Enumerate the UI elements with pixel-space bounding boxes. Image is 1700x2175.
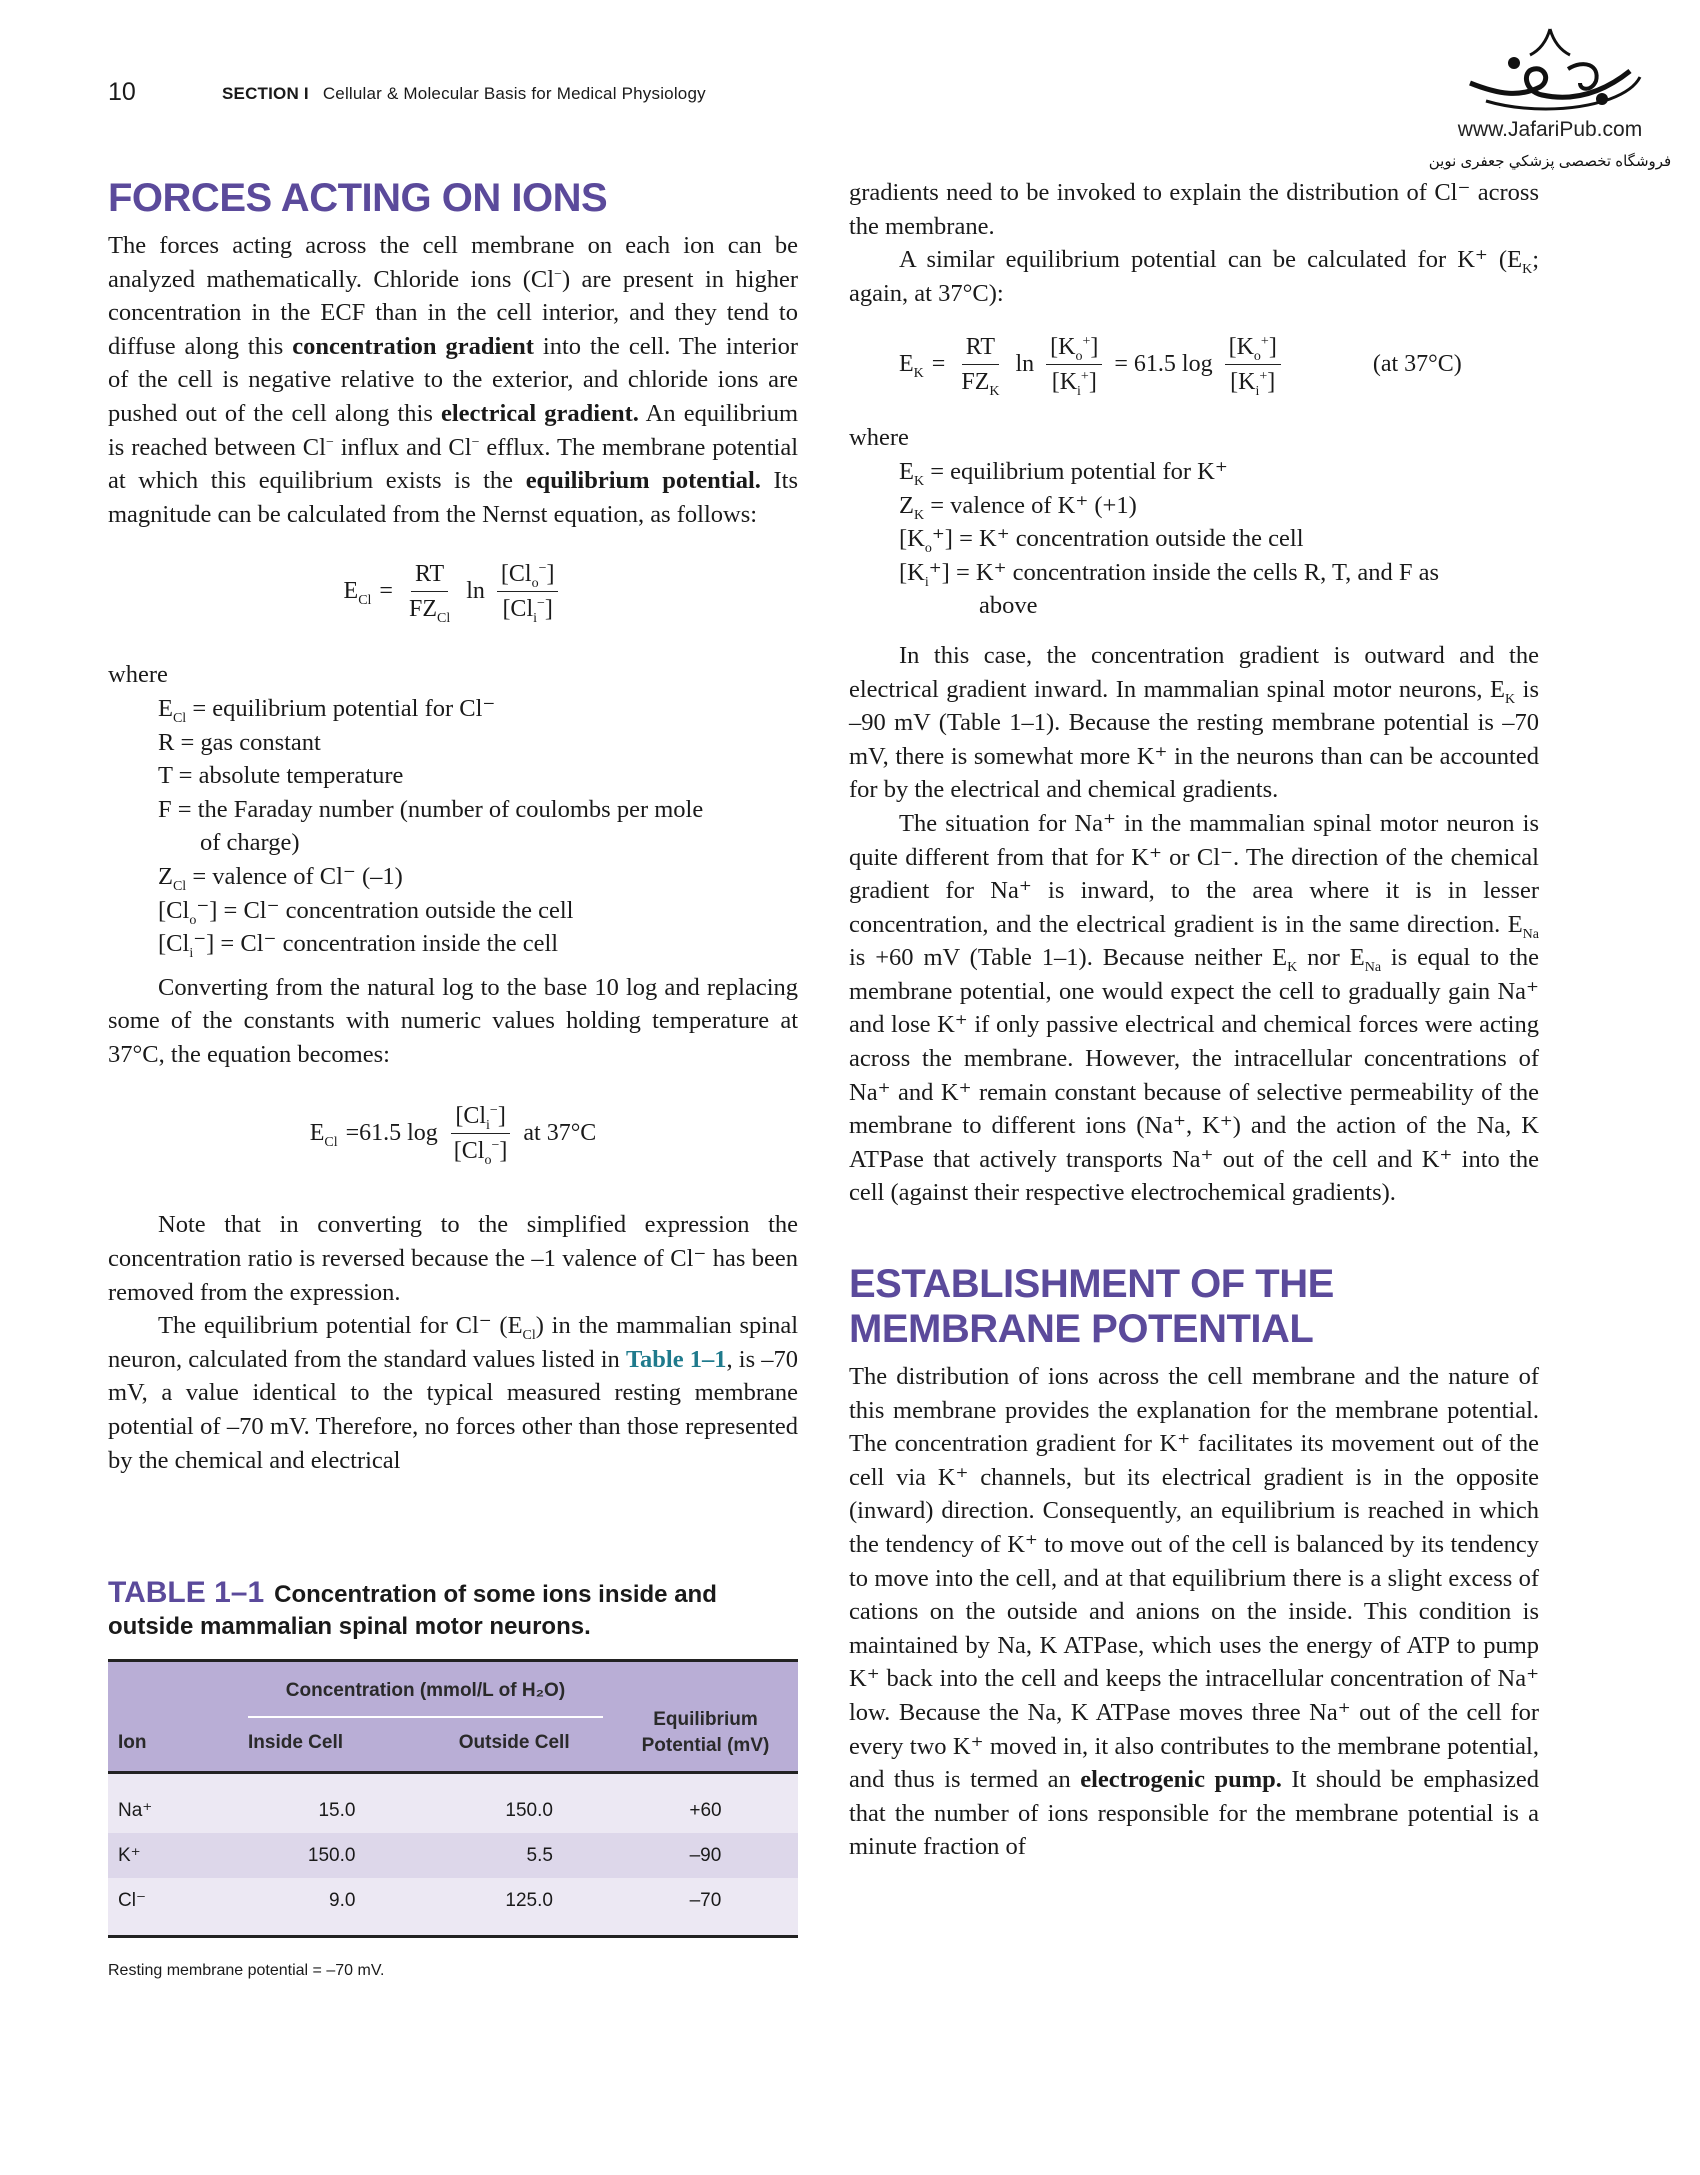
simplified-equation-cl: $E_{Cl}$ =61.5 log $\frac{[Cl_i^-]}{[Cl_o^-]}$ at 37°C xyxy=(309,1103,597,1169)
heading-establishment-membrane-potential: ESTABLISHMENT OF THE MEMBRANE POTENTIAL xyxy=(849,1262,1334,1352)
section-label xyxy=(222,84,706,104)
table-row xyxy=(108,1788,798,1833)
col-group-concentration: Concentration (mmol/L of H₂O) xyxy=(238,1661,613,1720)
definition-item: of charge) xyxy=(200,829,300,857)
paragraph-establishment: The distribution of ions across the cell membrane and the nature of this membrane provides the explanation for the membrane potential. The concentration gradient for K⁺ facilitates its movement out of the cell via K⁺ channels, but its electrical gradient is in the opposite (inward) direction. Consequently, an equilibrium is reached in which the tendency of K⁺ to move out of the cell is balanced by its tendency to move into the cell, and at that equilibrium there is a slight excess of cations on the outside and anions on the inside. This condition is maintained by Na, K ATPase, which uses the energy of ATP to pump K⁺ back into the cell and keeps the intracellular concentration of Na⁺ low. Because the Na, K ATPase moves three Na⁺ out of the cell for every two K⁺ moved in, it also contributes to the membrane potential, and thus is termed an electrogenic pump. It should be emphasized that the number of ions responsible for the membrane potential is a minute fraction of xyxy=(849,1363,1539,1861)
table-1-1-link[interactable]: Table 1–1 xyxy=(625,1345,727,1373)
paragraph-intro: The forces acting across the cell membrane on each ion can be analyzed mathematically. Chloride ions (Cl−) are present in higher concentration in the ECF than in the cell interior, and they tend to diffuse along this concentration gradient into the cell. The interior of the cell is negative relative to the exterior, and chloride ions are pushed out of the cell along this electrical gradient. An equilibrium is reached between Cl− influx and Cl− efflux. The membrane potential at which this equilibrium exists is the equilibrium potential. Its magnitude can be calculated from the Nernst equation, as follows: xyxy=(108,232,799,528)
table-title xyxy=(108,1577,798,1643)
definition-item: $E_K$ = equilibrium potential for K⁺ xyxy=(899,457,1228,489)
section-title: Cellular & Molecular Basis for Medical Physiology xyxy=(322,84,706,103)
cell-inside: 15.0 xyxy=(318,1800,356,1822)
definitions-list-cl xyxy=(108,692,798,961)
cell-potential: –70 xyxy=(689,1890,722,1912)
where-label: where xyxy=(849,424,909,452)
paragraph-note: Note that in converting to the simplified expression the concentration ratio is reversed because the –1 valence of Cl⁻ has been removed from the expression. xyxy=(108,1211,798,1306)
section-number: SECTION I xyxy=(222,84,309,103)
paragraph-na-situation: The situation for Na⁺ in the mammalian spinal motor neuron is quite different from that for K⁺ or Cl⁻. The direction of the chemical gradient for Na⁺ is inward, to the area where it is in lesser concentration, and the electrical gradient is in the same direction. $E_{Na}$ is +60 mV (Table 1–1). Because neither $E_K$ nor $E_{Na}$ is equal to the membrane potential, one would expect the cell to gradually gain Na⁺ and lose K⁺ if only passive electrical and chemical forces were acting across the membrane. However, the intracellular concentrations of Na⁺ and K⁺ remain constant because of selective permeability of the membrane to different ions (Na⁺, K⁺) and the action of the Na, K ATPase that actively transports Na⁺ out of the cell and K⁺ into the cell (against their respective electrochemical gradients). xyxy=(849,809,1540,1207)
paragraph-k-intro: A similar equilibrium potential can be calculated for K⁺ ($E_K$; again, at 37°C): xyxy=(849,246,1539,307)
col-header-equilibrium-potential: Equilibrium Potential (mV) xyxy=(641,1709,770,1757)
paragraph-cl-equilibrium: The equilibrium potential for Cl⁻ $(E_{Cl})$ in the mammalian spinal neuron, calculated from the standard values listed in Table 1–1, is –70 mV, a value identical to the typical measured resting membrane potential of –70 mV. Therefore, no forces other than those represented by the chemical and electrical xyxy=(108,1312,799,1474)
publisher-persian-text: فروشگاه تخصصی پزشکي جعفری نوین xyxy=(1428,153,1672,170)
cell-ion: K⁺ xyxy=(118,1845,141,1867)
definition-item: $[Cl_i^-] = Cl^-$ concentration inside the cell xyxy=(158,930,559,961)
table-tag: TABLE 1–1 xyxy=(108,1576,265,1610)
table-footnote: Resting membrane potential = –70 mV. xyxy=(108,1962,385,1980)
definition-item: R = gas constant xyxy=(158,728,321,756)
col-header-ion: Ion xyxy=(118,1731,147,1753)
definitions-list-k xyxy=(849,455,1539,623)
col-header-outside-cell: Outside Cell xyxy=(458,1731,570,1753)
cell-ion: Cl⁻ xyxy=(118,1890,146,1912)
publisher-watermark xyxy=(1420,25,1680,190)
paragraph-k-case: In this case, the concentration gradient is outward and the electrical gradient inward. In mammalian spinal motor neurons, $E_K$ is –90 mV (Table 1–1). Because the resting membrane potential is –70 mV, there is somewhat more K⁺ in the neurons than can be accounted for by the electrical and chemical gradients. xyxy=(849,641,1539,804)
nernst-equation-k: $E_K$ = $\frac{RT}{FZ_K}$ ln $\frac{[K_o^+]}{[K_i^+]}$ = 61.5 log $\frac{[K_o^+]}{[K_i^+]}$ (at 37°C) xyxy=(899,334,1462,400)
cell-inside: 9.0 xyxy=(329,1890,356,1912)
left-column xyxy=(108,176,798,1988)
definition-item: above xyxy=(979,592,1038,620)
cell-inside: 150.0 xyxy=(307,1845,356,1867)
paragraph-converting: Converting from the natural log to the base 10 log and replacing some of the constants with numeric values holding temperature at 37°C, the equation becomes: xyxy=(108,973,798,1068)
definition-item: $E_{Cl}$ = equilibrium potential for Cl⁻ xyxy=(158,694,496,726)
definition-item: $Z_{Cl}$ = valence of Cl⁻ (–1) xyxy=(158,862,403,894)
calligraphy-logo-icon xyxy=(1450,25,1650,120)
table-row xyxy=(108,1833,798,1878)
definition-item: T = absolute temperature xyxy=(158,762,404,790)
cell-outside: 125.0 xyxy=(505,1890,553,1912)
definition-item: $[K_o^+] = K^+$ concentration outside the cell xyxy=(899,525,1304,557)
definition-item: $[Cl_o^-] = Cl^-$ concentration outside the cell xyxy=(158,896,574,928)
cell-potential: +60 xyxy=(689,1800,722,1822)
publisher-url: www.JafariPub.com xyxy=(1457,118,1643,141)
definition-item: $Z_K$ = valence of K⁺ (+1) xyxy=(899,491,1137,523)
ion-concentration-table xyxy=(108,1659,798,1938)
cell-ion: Na⁺ xyxy=(118,1800,153,1822)
table-row xyxy=(108,1878,798,1923)
heading-forces-acting-on-ions: FORCES ACTING ON IONS xyxy=(108,176,608,220)
col-header-inside-cell: Inside Cell xyxy=(248,1731,344,1753)
nernst-equation-cl: $E_{Cl}$ = $\frac{RT}{FZ_{Cl}}$ ln $\frac{[Cl_o^-]}{[Cl_i^-]}$ xyxy=(108,559,798,624)
cell-potential: –90 xyxy=(689,1845,722,1867)
cell-outside: 150.0 xyxy=(505,1800,553,1822)
definition-item: $[K_i^+] = K^+$ concentration inside the cells R, T, and F as xyxy=(899,558,1440,590)
where-label: where xyxy=(108,661,168,689)
definition-item: F = the Faraday number (number of coulombs per mole xyxy=(158,795,704,823)
page-number: 10 xyxy=(108,78,136,106)
cell-outside: 5.5 xyxy=(526,1845,553,1867)
right-column xyxy=(849,176,1539,1864)
table-caption: Concentration of some ions inside and outside mammalian spinal motor neurons. xyxy=(108,1581,717,1641)
paragraph-cl-continued: gradients need to be invoked to explain the distribution of Cl⁻ across the membrane. xyxy=(849,179,1539,240)
